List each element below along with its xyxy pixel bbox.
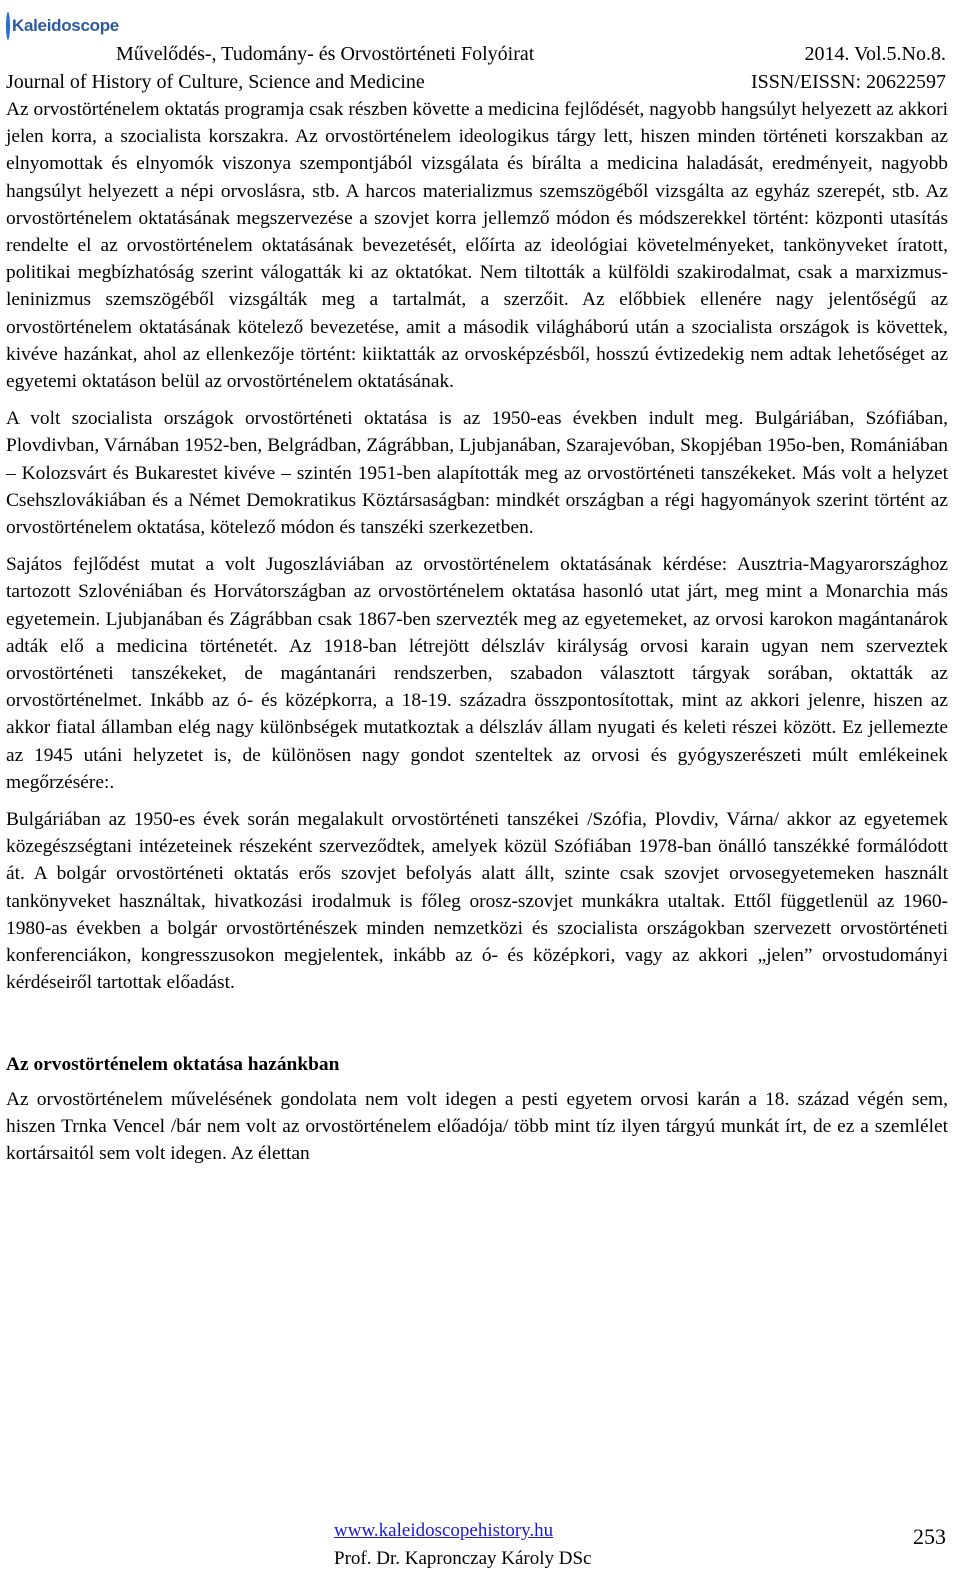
paragraph-1: Az orvostörténelem oktatás programja csak részben követte a medicina fejlődését, nagyobb hangsúlyt helyezett az akkori jelen korra, a szocialista korszakra. Az orvostörténelem ideologikus tárgy lett, hiszen minden történeti korszakban az elnyomottak és elnyomók viszonya szempontjából vizsgálata és bírálta a medicina haladását, eredményeit, nagyobb hangsúlyt helyezett a népi orvoslásra, stb. A harcos materializmus szemszögéből vizsgálta az egyház szerepét, stb. Az orvostörténelem oktatásának megszervezése a szovjet korra jellemző módon és módszerekkel történt: központi utasítás rendelte el az orvostörténelem oktatásának bevezetését, előírta az ideológiai követelményeket, tankönyveket íratott, politikai megbízhatóság szerint válogatták ki az oktatókat. Nem tiltották a külföldi szakirodalmat, csak a marxizmus-leninizmus szemszögéből vizsgálták meg a tartalmát, a szerzőit. Az előbbiek ellenére nagy jelentőségű az orvostörténelem oktatásának kötelező bevezetése, amit a második világháború után a szocialista országok is követtek, kivéve hazánkat, ahol az ellenkezője történt: kiiktatták az orvosképzésből, hosszú évtizedekig nem adtak lehetőséget az egyetemi oktatáson belül az orvostörténelem oktatásának. bbox=[6, 99, 948, 393]
page-header bbox=[0, 0, 960, 100]
section-paragraph: Az orvostörténelem művelésének gondolata nem volt idegen a pesti egyetem orvosi karán a 18. század végén sem, hiszen Trnka Vencel /bár nem volt az orvostörténelem előadója/ több mint tíz ilyen tárgyú munkát írt, de ez a szemlélet kortársaitól sem volt idegen. Az élettan bbox=[6, 1088, 948, 1165]
page-number: 253 bbox=[913, 1524, 946, 1549]
editor-name: Prof. Dr. Kapronczay Károly DSc bbox=[334, 1548, 592, 1569]
issn-info: ISSN/EISSN: 20622597 bbox=[750, 71, 946, 93]
section-heading: Az orvostörténelem oktatása hazánkban bbox=[6, 1053, 340, 1075]
journal-title-en: Journal of History of Culture, Science and Medicine bbox=[6, 71, 425, 93]
journal-logo bbox=[6, 6, 119, 46]
article-body bbox=[6, 96, 948, 1177]
section-spacer bbox=[6, 1007, 948, 1051]
page-footer bbox=[0, 1518, 960, 1585]
paragraph-4: Bulgáriában az 1950-es évek során megalakult orvostörténeti tanszékei /Szófia, Plovdiv, Várna/ akkor az egyetemek közegészségtani intézeteinek részeként szerveződtek, amelyek közül Szófiában 1978-ban önálló tanszékké formálódott át. A bolgár orvostörténeti oktatás erős szovjet befolyás alatt állt, szinte csak szovjet orvosegyetemeken használt tankönyveket használtak, hivatkozási irodalmuk is főleg orosz-szovjet munkákra utaltak. Ettől függetlenül az 1960-1980-as években a bolgár orvostörténészek minden nemzetközi és szocialista országokban szervezett orvostörténeti konferenciákon, kongresszusokon megjelentek, inkább az ó- és középkori, vagy az akkori „jelen” orvostudományi kérdéseiről tartottak előadást. bbox=[6, 809, 948, 994]
paragraph-3: Sajátos fejlődést mutat a volt Jugoszláviában az orvostörténelem oktatásának kérdése: Ausztria-Magyarországhoz tartozott Szlovéniában és Horvátországban az orvostörténelem oktatása hasonló utat járt, meg mint a Monarchia más egyetemein. Ljubjanában és Zágrábban csak 1867-ben szervezték meg az egyetemeket, az orvosi karokon magántanárok adták elő a medicina történetét. Az 1918-ban létrejött délszláv királyság orvosi karain ugyan nem szerveztek orvostörténeti tanszékeket, de magántanári rendszerben, szabadon választott tárgyak sorában, oktatták az orvostörténelmet. Inkább az ó- és középkorra, a 18-19. századra összpontosítottak, mint az akkori jelenre, hiszen az akkor fiatal államban elég nagy különbségek mutatkoztak a délszláv állam nyugati és keleti részei között. Ez jellemezte az 1945 utáni helyzetet is, de különösen nagy gondot szenteltek az orvosi és gyógyszerészeti múlt emlékeinek megőrzésére:. bbox=[6, 554, 948, 793]
journal-title-hu: Művelődés-, Tudomány- és Orvostörténeti Folyóirat bbox=[116, 43, 535, 65]
kaleidoscope-logo-icon bbox=[6, 12, 10, 40]
issue-info: 2014. Vol.5.No.8. bbox=[804, 43, 946, 65]
paragraph-2: A volt szocialista országok orvostörténeti oktatása is az 1950-eas években indult meg. Bulgáriában, Szófiában, Plovdivban, Várnában 1952-ben, Belgrádban, Zágrábban, Ljubjanában, Szarajevóban, Skopjéban 195o-ben, Romániában – Kolozsvárt és Bukarestet kivéve – szintén 1951-ben alapították meg az orvostörténeti tanszékeket. Más volt a helyzet Csehszlovákiában és a Német Demokratikus Köztársaságban: mindkét országban a régi hagyományok szerint történt az orvostörténelem oktatása, kötelező módon és tanszéki szerkezetben. bbox=[6, 408, 948, 539]
website-link[interactable]: www.kaleidoscopehistory.hu bbox=[334, 1520, 554, 1541]
logo-text: Kaleidoscope bbox=[12, 16, 119, 35]
